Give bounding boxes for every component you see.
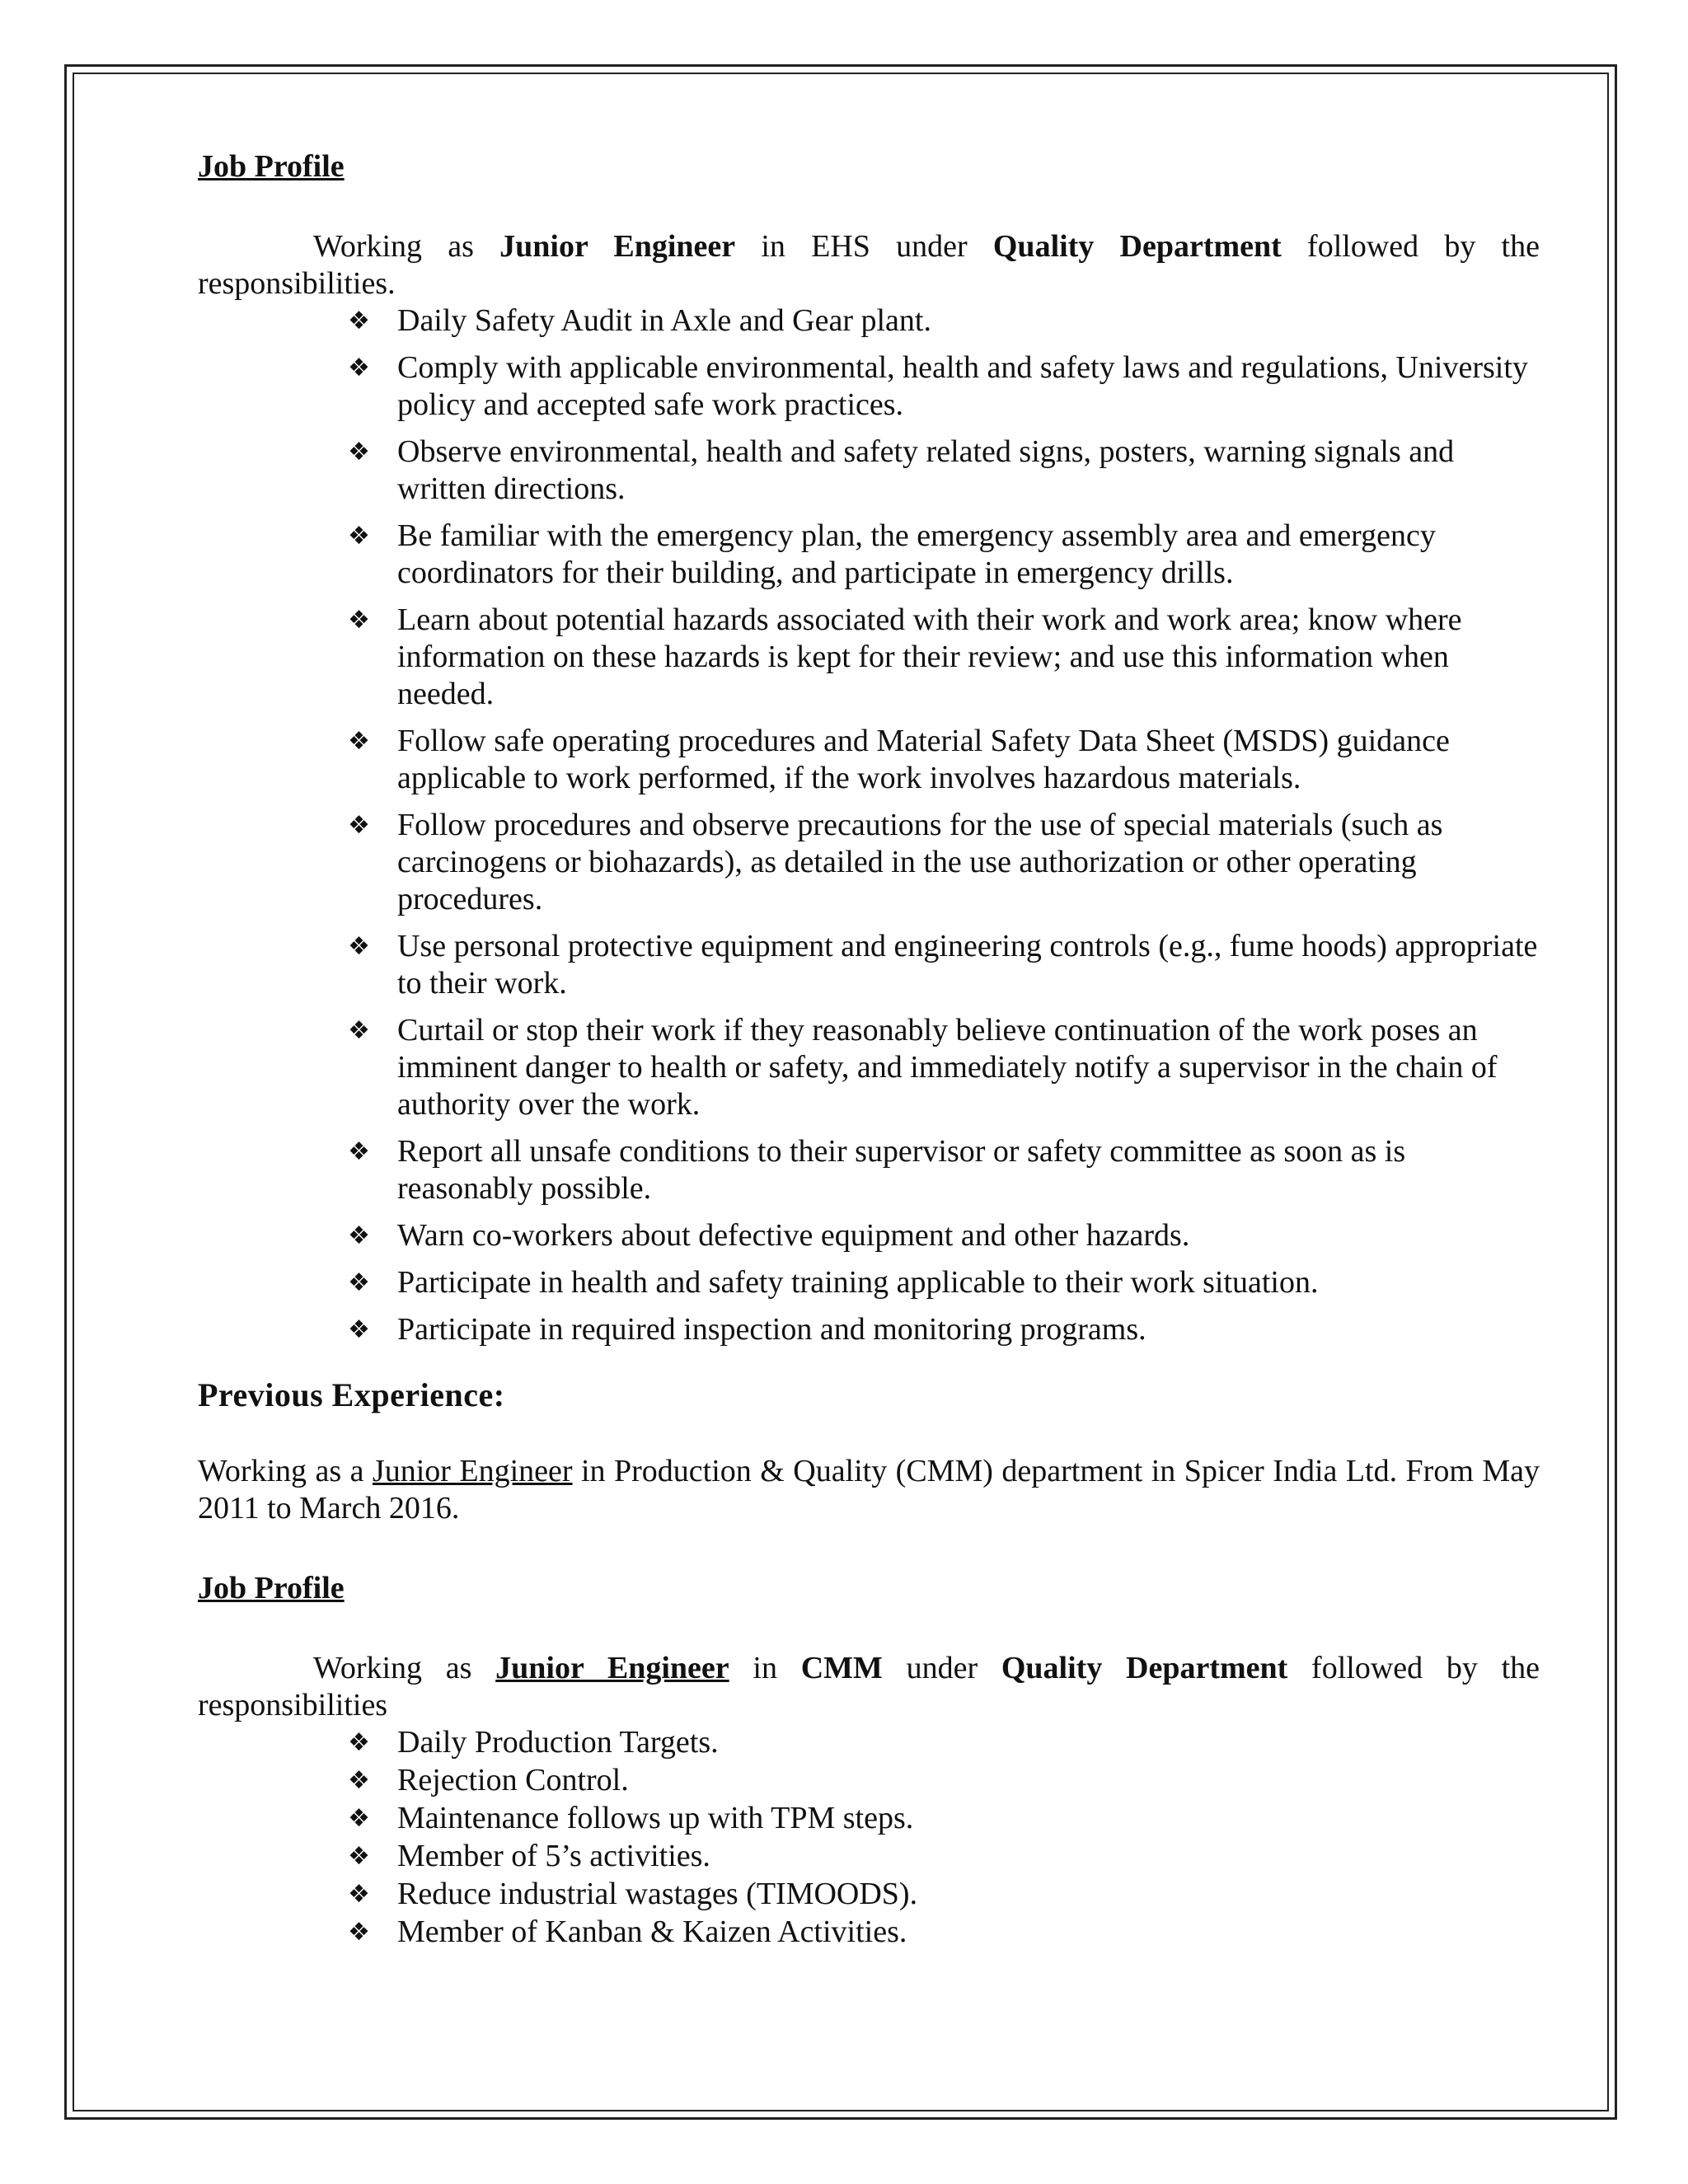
list-item-text: Participate in health and safety training applicable to their work situation. bbox=[397, 1265, 1319, 1300]
list-item-text: Be familiar with the emergency plan, the emergency assembly area and emergency coordinators for their building, and participate in emergency drills. bbox=[397, 518, 1436, 590]
prev-text-2: in Production & Quality (CMM) department in Spicer India Ltd. From May 2011 to March 2016. bbox=[198, 1454, 1540, 1526]
bullet-icon: ❖ bbox=[348, 811, 370, 840]
job-profile-heading: Job Profile bbox=[198, 149, 345, 184]
intro-role: Junior Engineer bbox=[499, 229, 736, 264]
job-profile-intro-2 bbox=[198, 1650, 1540, 1724]
list-item-text: Comply with applicable environmental, health and safety laws and regulations, University policy and accepted safe work practices. bbox=[397, 350, 1528, 422]
list-item bbox=[348, 518, 1540, 592]
list-item-text: Observe environmental, health and safety related signs, posters, warning signals and written directions. bbox=[397, 434, 1455, 506]
bullet-icon: ❖ bbox=[348, 1016, 370, 1045]
list-item bbox=[348, 807, 1540, 918]
job-profile-intro bbox=[198, 228, 1540, 302]
list-item-text: Report all unsafe conditions to their supervisor or safety committee as soon as is reasonably possible. bbox=[397, 1134, 1406, 1206]
bullet-icon: ❖ bbox=[348, 438, 370, 466]
intro2-text-1: Working as bbox=[313, 1651, 496, 1685]
prev-text-1: Working as a bbox=[198, 1454, 373, 1488]
bullet-icon: ❖ bbox=[348, 1221, 370, 1250]
bullet-icon: ❖ bbox=[348, 932, 370, 961]
list-item-text: Member of 5’s activities. bbox=[397, 1839, 710, 1873]
list-item-text: Learn about potential hazards associated with their work and work area; know where information on these hazards is kept for their review; and use this information when needed. bbox=[397, 602, 1462, 711]
prev-role: Junior Engineer bbox=[372, 1454, 573, 1488]
list-item bbox=[348, 434, 1540, 508]
responsibilities-list bbox=[198, 302, 1540, 1348]
previous-experience-text bbox=[198, 1453, 1540, 1527]
list-item-text: Warn co-workers about defective equipment and other hazards. bbox=[397, 1218, 1190, 1253]
previous-experience-title: Previous Experience: bbox=[198, 1376, 505, 1413]
list-item bbox=[348, 1311, 1540, 1348]
intro-department: Quality Department bbox=[992, 229, 1282, 264]
bullet-icon: ❖ bbox=[348, 606, 370, 635]
bullet-icon: ❖ bbox=[348, 1137, 370, 1166]
list-item-text: Member of Kanban & Kaizen Activities. bbox=[397, 1915, 907, 1949]
intro2-text-2: in bbox=[729, 1651, 801, 1685]
intro2-department: Quality Department bbox=[1001, 1651, 1288, 1685]
list-item bbox=[348, 349, 1540, 424]
bullet-icon: ❖ bbox=[348, 727, 370, 756]
intro2-role: Junior Engineer bbox=[495, 1651, 729, 1685]
bullet-icon: ❖ bbox=[348, 1842, 370, 1871]
list-item-text: Use personal protective equipment and engineering controls (e.g., fume hoods) appropriate to their work. bbox=[397, 929, 1538, 1001]
list-item-text: Daily Production Targets. bbox=[397, 1725, 719, 1760]
list-item-text: Rejection Control. bbox=[397, 1763, 629, 1797]
list-item-text: Curtail or stop their work if they reasonably believe continuation of the work poses an imminent danger to health or safety, and immediately notify a supervisor in the chain of authority over the work. bbox=[397, 1013, 1498, 1122]
intro-text-1: Working as bbox=[313, 229, 500, 264]
bullet-icon: ❖ bbox=[348, 307, 370, 335]
responsibilities-list-2 bbox=[198, 1724, 1540, 1951]
bullet-icon: ❖ bbox=[348, 354, 370, 382]
list-item bbox=[348, 1762, 1540, 1799]
list-item bbox=[348, 1914, 1540, 1951]
bullet-icon: ❖ bbox=[348, 522, 370, 551]
list-item bbox=[348, 928, 1540, 1002]
list-item-text: Daily Safety Audit in Axle and Gear plant. bbox=[397, 303, 931, 338]
bullet-icon: ❖ bbox=[348, 1804, 370, 1833]
intro-text-3: followed by the responsibilities. bbox=[198, 229, 1540, 301]
document-body bbox=[198, 148, 1540, 1952]
bullet-icon: ❖ bbox=[348, 1268, 370, 1297]
bullet-icon: ❖ bbox=[348, 1728, 370, 1757]
list-item bbox=[348, 1838, 1540, 1875]
intro-text-2: in EHS under bbox=[735, 229, 993, 264]
list-item bbox=[348, 1876, 1540, 1913]
list-item bbox=[348, 1012, 1540, 1123]
list-item-text: Follow procedures and observe precautions for the use of special materials (such as carcinogens or biohazards), as detailed in the use authorization or other operating procedures. bbox=[397, 808, 1443, 916]
list-item-text: Follow safe operating procedures and Material Safety Data Sheet (MSDS) guidance applicable to work performed, if the work involves hazardous materials. bbox=[397, 724, 1450, 795]
intro2-area: CMM bbox=[800, 1651, 883, 1685]
bullet-icon: ❖ bbox=[348, 1315, 370, 1344]
list-item bbox=[348, 602, 1540, 713]
list-item bbox=[348, 1800, 1540, 1837]
list-item bbox=[348, 1133, 1540, 1207]
list-item bbox=[348, 1217, 1540, 1254]
bullet-icon: ❖ bbox=[348, 1880, 370, 1909]
list-item-text: Reduce industrial wastages (TIMOODS). bbox=[397, 1877, 918, 1911]
list-item-text: Participate in required inspection and monitoring programs. bbox=[397, 1312, 1146, 1347]
list-item bbox=[348, 302, 1540, 340]
job-profile-heading-2: Job Profile bbox=[198, 1571, 345, 1605]
bullet-icon: ❖ bbox=[348, 1766, 370, 1795]
list-item bbox=[348, 1264, 1540, 1301]
list-item bbox=[348, 1724, 1540, 1761]
list-item bbox=[348, 723, 1540, 797]
list-item-text: Maintenance follows up with TPM steps. bbox=[397, 1801, 914, 1835]
bullet-icon: ❖ bbox=[348, 1918, 370, 1947]
intro2-text-4: followed by the responsibilities bbox=[198, 1651, 1540, 1722]
intro2-text-3: under bbox=[882, 1651, 1001, 1685]
